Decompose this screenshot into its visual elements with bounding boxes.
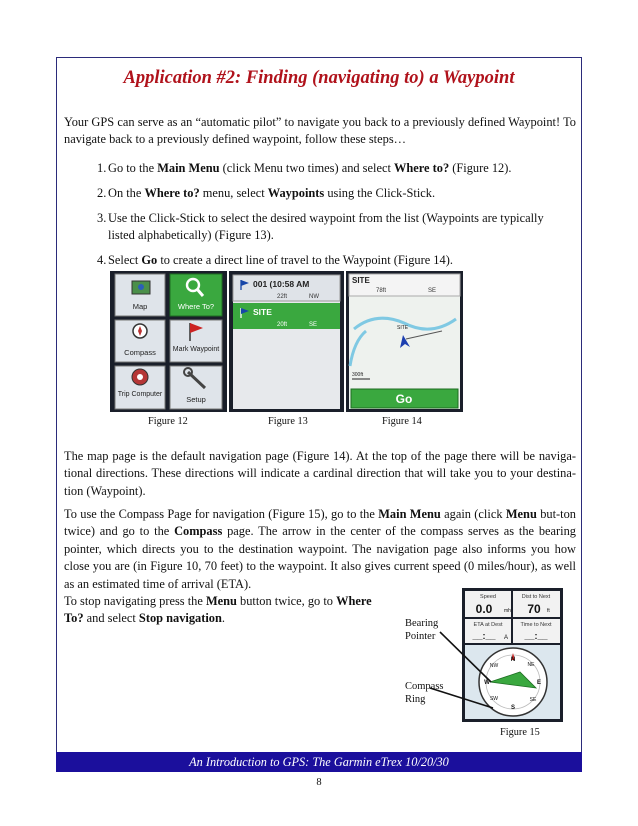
- figure-12-caption: Figure 12: [148, 416, 188, 427]
- figure-15-caption: Figure 15: [500, 727, 540, 738]
- waypoint-name: SITE: [253, 307, 272, 317]
- time-to-next-value: __:__: [524, 631, 548, 641]
- step-item: 3. Use the Click-Stick to select the desired waypoint from the list (Waypoints are typically listed alphabetically) (Figure 13).: [97, 211, 544, 242]
- map-scale: 300ft: [352, 372, 364, 378]
- speed-value: 0.0: [475, 602, 493, 616]
- footer-text: An Introduction to GPS: The Garmin eTrex 10/20/30: [189, 755, 449, 769]
- map-waypoint-label: SITE: [397, 325, 409, 331]
- compass-letter: SE: [529, 697, 537, 703]
- compass-letter: NE: [527, 662, 535, 668]
- step-item: 2. On the Where to? menu, select Waypoints using the Click-Stick.: [97, 186, 436, 200]
- map-page-paragraph: The map page is the default navigation page (Figure 14). At the top of the page there will be naviga-tional directions. These directions will indicate a cardinal direction that will take you to your destina-tion (Waypoint).: [64, 449, 576, 498]
- go-button-label: Go: [395, 392, 413, 406]
- eta-value: __:__: [472, 631, 496, 641]
- waypoint-direction: SE: [309, 322, 318, 328]
- step-item: 1. Go to the Main Menu (click Menu two times) and select Where to? (Figure 12).: [97, 161, 512, 175]
- compass-letter: E: [536, 680, 542, 686]
- menu-tile-label: Trip Computer: [117, 391, 163, 398]
- figure-13-caption: Figure 13: [268, 416, 308, 427]
- map-direction: SE: [428, 288, 437, 294]
- compass-letter: SW: [489, 696, 499, 702]
- waypoint-direction: NW: [309, 294, 319, 300]
- dist-label: Dist to Next: [521, 594, 551, 600]
- menu-tile-label: Setup: [186, 395, 206, 404]
- menu-tile-label: Where To?: [177, 302, 215, 311]
- step-item: 4. Select Go to create a direct line of travel to the Waypoint (Figure 14).: [97, 253, 453, 267]
- bearing-pointer-label: Bearing Pointer: [405, 618, 439, 642]
- compass-letter: N: [510, 657, 516, 663]
- speed-label: Speed: [480, 594, 496, 600]
- waypoint-distance: 22ft: [277, 294, 288, 300]
- speed-unit: mh: [504, 608, 511, 614]
- menu-tile-label: Map: [132, 302, 148, 311]
- map-distance: 78ft: [376, 288, 387, 294]
- compass-ring-label: Compass Ring: [405, 681, 444, 705]
- compass-letter: W: [484, 680, 490, 686]
- compass-letter: NW: [489, 663, 499, 669]
- intro-paragraph: Your GPS can serve as an “automatic pilot” to navigate you back to a previously defined Waypoint! To navigate back to a previously defined waypoint, follow these steps…: [64, 115, 576, 147]
- menu-tile-label: Compass: [124, 348, 156, 357]
- stop-navigation-paragraph: To stop navigating press the Menu button twice, go to Where To? and select Stop navigation.: [64, 594, 372, 626]
- figure-14-caption: Figure 14: [382, 416, 422, 427]
- compass-letter: S: [510, 705, 516, 711]
- dist-unit: ft: [547, 608, 550, 614]
- page-number: 8: [316, 777, 322, 788]
- map-header-name: SITE: [352, 276, 370, 285]
- waypoint-name: 001 (10:58 AM: [253, 279, 310, 289]
- time-to-next-label: Time to Next: [520, 622, 552, 628]
- eta-label: ETA at Dest: [473, 622, 503, 628]
- eta-suffix: A: [504, 635, 509, 641]
- dist-value: 70: [527, 602, 541, 616]
- menu-tile-label: Mark Waypoint: [172, 346, 220, 353]
- waypoint-distance: 20ft: [277, 322, 288, 328]
- compass-paragraph: To use the Compass Page for navigation (Figure 15), go to the Main Menu again (click Menu but-ton twice) and go to the Compass page. The arrow in the center of the compass serves as the bearing pointer, which directs you to the destination waypoint. The navigation page also informs you how close you are (in Figure 10, 70 feet) to the waypoint. It also gives current speed (0 miles/hour), as well as an estimated time of arrival (ETA).: [64, 507, 576, 591]
- page-title: Application #2: Finding (navigating to) a Waypoint: [123, 68, 515, 88]
- footer-bar: [56, 752, 582, 772]
